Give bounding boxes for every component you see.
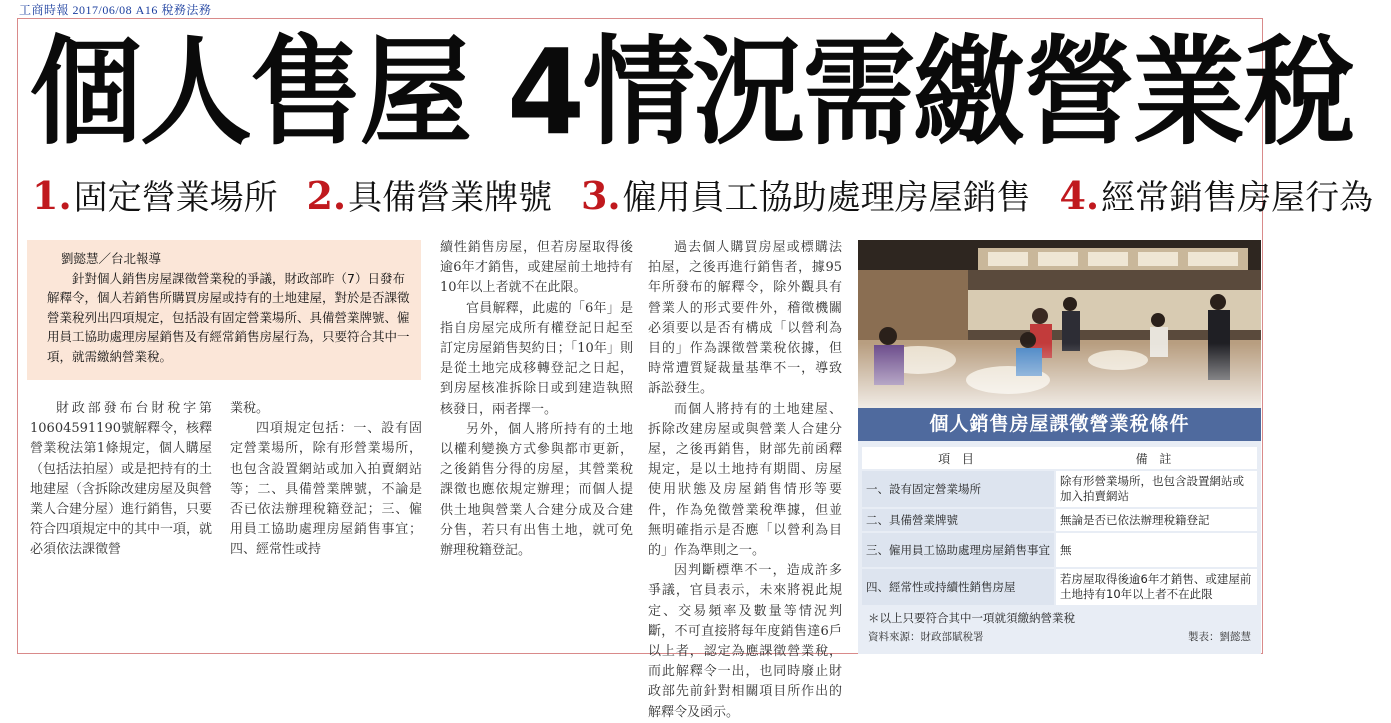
table-header-item: 項 目 [862, 447, 1054, 469]
paragraph: 因判斷標準不一，造成許多爭議，官員表示，未來將視此規定、交易頻率及數量等情況判斷，不可直接將每年度銷售達6戶以上者，認定為應課徵營業稅，而此解釋令一出，也同時廢止財政部先前針對相關項目所作出的解釋令及函示。 [648, 563, 842, 720]
table-cell-item: 二、具備營業牌號 [862, 509, 1054, 531]
table-cell-note: 除有形營業場所，也包含設置網站或加入拍賣網站 [1054, 471, 1257, 507]
paragraph: 業稅。 [230, 401, 270, 416]
lead-text: 針對個人銷售房屋課徵營業稅的爭議，財政部昨（7）日發布解釋令，個人若銷售所購買房屋或持有的土地建屋，對於是否課徵營業稅列出四項規定，包括設有固定營業場所、具備營業牌號、僱用員工協助處理房屋銷售及有經常銷售房屋行為，只要符合其中一項，就需繳納營業稅。 [47, 270, 410, 364]
byline: 劉懿慧／台北報導 [61, 251, 162, 266]
table-header-row [862, 447, 1257, 469]
photo-illustration [858, 240, 1261, 412]
subhead-text-2: 具備營業牌號 [348, 178, 553, 218]
conditions-table [862, 445, 1257, 607]
table-credits [868, 629, 1251, 644]
source-line: 工商時報 2017/06/08 A16 稅務法務 [19, 3, 212, 17]
headline: 個人售屋 4情況需繳營業稅 [30, 24, 1353, 162]
table-designer: 製表：劉懿慧 [1188, 631, 1251, 643]
column-4 [648, 238, 842, 723]
subhead-text-1: 固定營業場所 [73, 178, 278, 218]
conditions-table-box [858, 408, 1261, 654]
table-row [862, 569, 1257, 605]
subhead-num-2: 2. [306, 173, 347, 218]
subhead-item-2 [306, 173, 553, 218]
table-cell-note: 無 [1054, 533, 1257, 567]
table-row [862, 533, 1257, 567]
paragraph: 而個人將持有的土地建屋、拆除改建房屋或與營業人合建分屋，之後再銷售，財部先前函釋規定，是以土地持有期間、房屋使用狀態及房屋銷售情形等要件，作為免徵營業稅準據，但並無明確指示是否應「以營利為目的」作為準則之一。 [648, 401, 842, 559]
paragraph: 另外，個人將所持有的土地以權利變換方式參與都市更新，之後銷售分得的房屋，其營業稅課徵也應依規定辦理；而個人提供土地與營業人合建分成及合建分售，若只有出售土地，就可免辦理稅籍登記。 [440, 421, 633, 559]
table-row [862, 509, 1257, 531]
table-cell-item: 一、設有固定營業場所 [862, 471, 1054, 507]
subhead-item-3 [580, 173, 1031, 218]
column-2 [230, 399, 422, 561]
lead-box [27, 240, 421, 380]
table-cell-item: 四、經常性或持續性銷售房屋 [862, 569, 1054, 605]
subhead-item-1 [32, 173, 278, 218]
subhead-item-4 [1059, 173, 1374, 218]
column-3 [440, 238, 633, 561]
subhead-num-3: 3. [580, 173, 621, 218]
paragraph: 財政部發布台財稅字第10604591190號解釋令，核釋營業稅法第1條規定，個人購屋（包括法拍屋）或是把持有的土地建屋（含拆除改建房屋及與營業人合建分屋）進行銷售，只要符合四項規定中的其中一項，就必須依法課徵營 [30, 401, 213, 558]
table-row [862, 471, 1257, 507]
table-source: 資料來源：財政部賦稅署 [868, 631, 984, 643]
subhead-num-1: 1. [32, 173, 72, 218]
paragraph: 官員解釋，此處的「6年」是指自房屋完成所有權登記日起至訂定房屋銷售契約日；「10年」則是從土地完成移轉登記之日起，到房屋核准拆除日或到建造執照核發日，兩者擇一。 [440, 300, 633, 417]
paragraph: 續性銷售房屋，但若房屋取得後逾6年才銷售，或建屋前土地持有10年以上者就不在此限。 [440, 240, 633, 296]
column-1 [30, 399, 212, 561]
subhead [32, 168, 1391, 224]
subhead-text-4: 經常銷售房屋行為 [1101, 178, 1374, 218]
table-cell-note: 無論是否已依法辦理稅籍登記 [1054, 509, 1257, 531]
subhead-text-3: 僱用員工協助處理房屋銷售 [622, 178, 1031, 218]
paragraph: 過去個人購買房屋或標購法拍屋，之後再進行銷售者，據95年所發布的解釋令，除外觀具有營業人的形式要件外，稽徵機關必須要以是否有構成「以營利為目的」作為課徵營業稅依據，但時常遭質疑裁量基準不一，導致訴訟發生。 [648, 240, 842, 397]
food-court-photo [858, 240, 1261, 412]
table-cell-item: 三、僱用員工協助處理房屋銷售事宜 [862, 533, 1054, 567]
table-header-note: 備 註 [1054, 447, 1257, 469]
subhead-num-4: 4. [1059, 173, 1100, 218]
paragraph: 四項規定包括：一、設有固定營業場所，除有形營業場所，也包含設置網站或加入拍賣網站等；二、具備營業牌號，不論是否已依法辦理稅籍登記；三、僱用員工協助處理房屋銷售事宜；四、經常性或持 [230, 421, 422, 558]
table-cell-note: 若房屋取得後逾6年才銷售、或建屋前土地持有10年以上者不在此限 [1054, 569, 1257, 605]
table-footnote: ＊以上只要符合其中一項就須繳納營業稅 [868, 611, 1075, 625]
table-title: 個人銷售房屋課徵營業稅條件 [858, 408, 1261, 441]
